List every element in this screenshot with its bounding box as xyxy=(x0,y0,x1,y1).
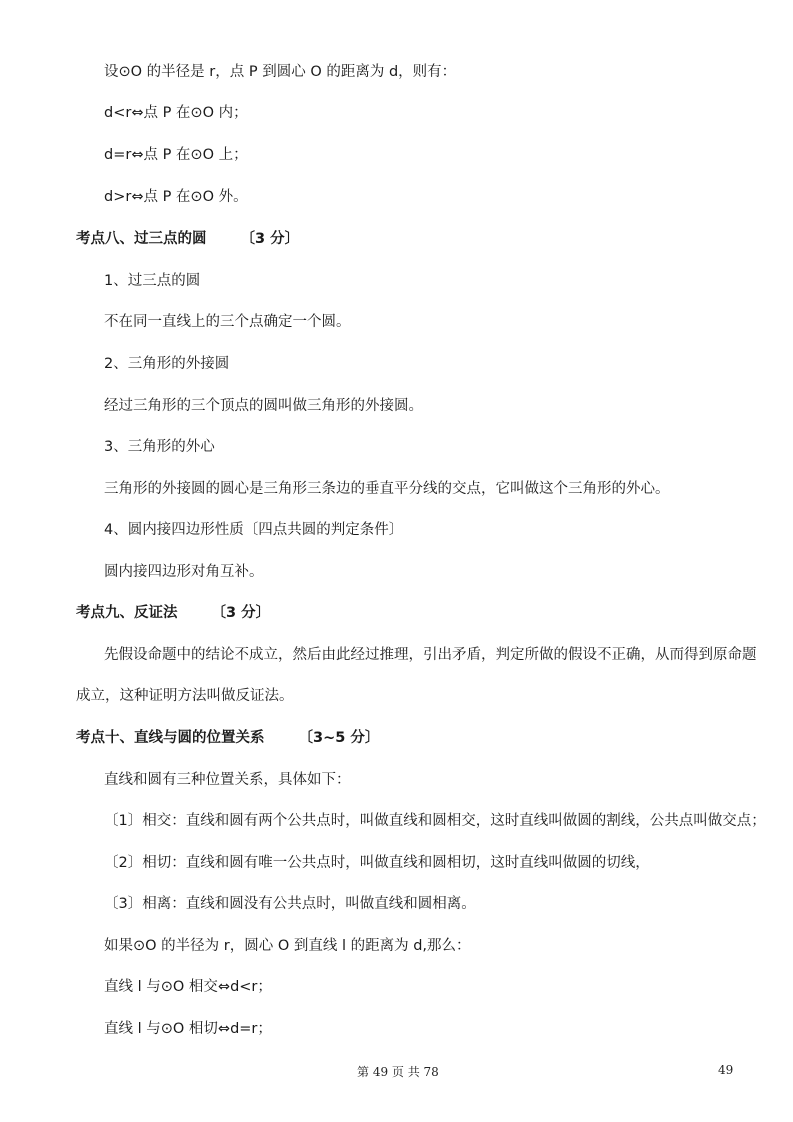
section-score-9: 〔3 分〕 xyxy=(211,605,271,621)
distance-setup: 如果⊙O 的半径为 r，圆心 O 到直线 l 的距离为 d,那么： xyxy=(104,938,471,954)
subheading-circle-through-three-points: 1、过三点的圆 xyxy=(104,273,201,289)
point-on-condition: d=r⇔点 P 在⊙O 上； xyxy=(104,147,248,163)
relation-separate: 〔3〕相离：直线和圆没有公共点时，叫做直线和圆相离。 xyxy=(104,896,476,912)
cyclic-quadrilateral-property: 圆内接四边形对角互补。 xyxy=(104,564,264,580)
three-relations-intro: 直线和圆有三种位置关系，具体如下： xyxy=(104,772,351,788)
subheading-circumcircle: 2、三角形的外接圆 xyxy=(104,356,230,372)
footer-page-number: 49 xyxy=(718,1063,734,1077)
line-intersect-condition: 直线 l 与⊙O 相交⇔d<r； xyxy=(104,979,272,995)
proof-by-contradiction-line-1: 先假设命题中的结论不成立，然后由此经过推理，引出矛盾，判定所做的假设不正确，从而得到原命题 xyxy=(104,647,757,663)
section-heading-9 xyxy=(76,603,270,623)
relation-tangent: 〔2〕相切：直线和圆有唯一公共点时，叫做直线和圆相切，这时直线叫做圆的切线， xyxy=(104,855,650,871)
circumcenter-definition: 三角形的外接圆的圆心是三角形三条边的垂直平分线的交点，它叫做这个三角形的外心。 xyxy=(104,481,670,497)
subheading-cyclic-quadrilateral: 4、圆内接四边形性质〔四点共圆的判定条件〕 xyxy=(104,522,404,538)
point-inside-condition: d<r⇔点 P 在⊙O 内； xyxy=(104,105,248,121)
proof-by-contradiction-line-2: 成立，这种证明方法叫做反证法。 xyxy=(76,688,294,704)
section-title-9: 考点九、反证法 xyxy=(76,605,178,621)
subheading-circumcenter: 3、三角形的外心 xyxy=(104,439,215,455)
line-tangent-condition: 直线 l 与⊙O 相切⇔d=r； xyxy=(104,1021,272,1037)
section-title-10: 考点十、直线与圆的位置关系 xyxy=(76,730,265,746)
section-score-8: 〔3 分〕 xyxy=(240,231,300,247)
footer-page-count: 第 49 页 共 78 xyxy=(357,1065,439,1079)
relation-intersect: 〔1〕相交：直线和圆有两个公共点时，叫做直线和圆相交，这时直线叫做圆的割线，公共点叫做交点； xyxy=(104,813,766,829)
three-points-determine-circle: 不在同一直线上的三个点确定一个圆。 xyxy=(104,314,351,330)
section-heading-10 xyxy=(76,728,379,748)
radius-definition: 设⊙O 的半径是 r，点 P 到圆心 O 的距离为 d，则有： xyxy=(104,64,457,80)
point-outside-condition: d>r⇔点 P 在⊙O 外。 xyxy=(104,189,248,205)
section-heading-8 xyxy=(76,229,299,249)
circumcircle-definition: 经过三角形的三个顶点的圆叫做三角形的外接圆。 xyxy=(104,398,423,414)
section-title-8: 考点八、过三点的圆 xyxy=(76,231,207,247)
section-score-10: 〔3~5 分〕 xyxy=(298,730,380,746)
